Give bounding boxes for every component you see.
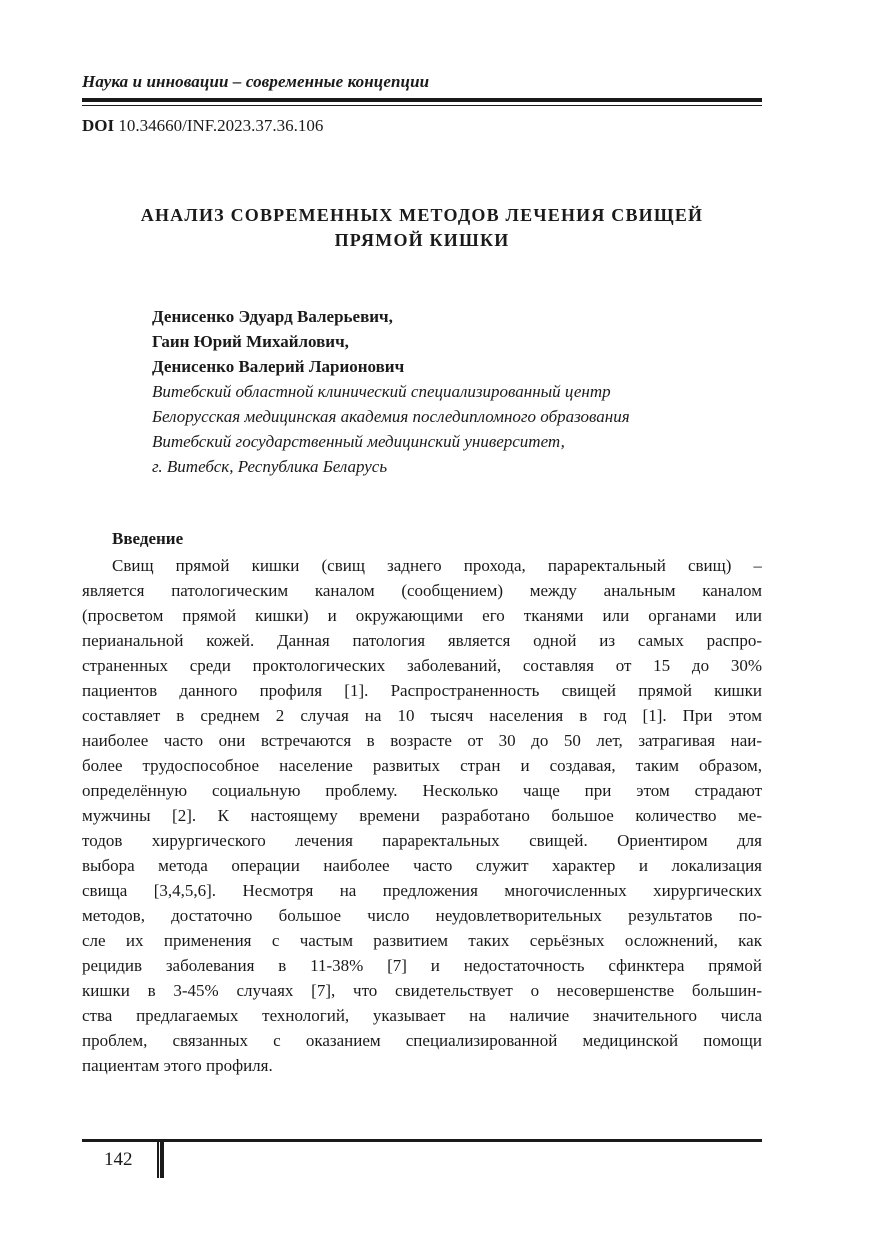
affiliation: Витебский государственный медицинский университет,	[152, 432, 565, 451]
affiliation: г. Витебск, Республика Беларусь	[152, 457, 388, 476]
body-line: пациентам этого профиля.	[82, 1056, 273, 1075]
title-line: ПРЯМОЙ КИШКИ	[334, 230, 510, 250]
header-rule-thin	[82, 105, 762, 106]
body-line: составляет в среднем 2 случая на 10 тысяч населения в год [1]. При этом	[82, 706, 762, 725]
header-rule-thick	[82, 98, 762, 102]
body-line: проблем, связанных с оказанием специализированной медицинской помощи	[82, 1031, 762, 1050]
footer-bar-thin	[157, 1142, 159, 1178]
body-line: пациентов данного профиля [1]. Распространенность свищей прямой кишки	[82, 681, 762, 700]
body-line: сле их применения с частым развитием таких серьёзных осложнений, как	[82, 931, 762, 950]
footer-bar-thick	[160, 1142, 164, 1178]
body-line: методов, достаточно большое число неудовлетворительных результатов по-	[82, 906, 762, 925]
title-line: АНАЛИЗ СОВРЕМЕННЫХ МЕТОДОВ ЛЕЧЕНИЯ СВИЩЕЙ	[140, 205, 704, 225]
body-line: выбора метода операции наиболее часто служит характер и локализация	[82, 856, 762, 875]
article-title	[82, 203, 762, 253]
footer-rule	[82, 1139, 762, 1142]
affiliation: Витебский областной клинический специализированный центр	[152, 382, 611, 401]
author-name: Денисенко Валерий Ларионович	[152, 357, 405, 376]
author-name: Гаин Юрий Михайлович,	[152, 332, 349, 351]
doi-value: 10.34660/INF.2023.37.36.106	[118, 116, 324, 135]
body-line: перианальной кожей. Данная патология является одной из самых распро-	[82, 631, 762, 650]
body-line: страненных среди проктологических заболеваний, составляя от 15 до 30%	[82, 656, 762, 675]
body-line: наиболее часто они встречаются в возрасте от 30 до 50 лет, затрагивая наи-	[82, 731, 762, 750]
section-heading: Введение	[112, 529, 184, 548]
author-block	[152, 304, 630, 479]
affiliation: Белорусская медицинская академия последипломного образования	[152, 407, 630, 426]
body-line: ства предлагаемых технологий, указывает на наличие значительного числа	[82, 1006, 762, 1025]
body-line: определённую социальную проблему. Несколько чаще при этом страдают	[82, 781, 762, 800]
body-line: тодов хирургического лечения параректальных свищей. Ориентиром для	[82, 831, 762, 850]
body-line: рецидив заболевания в 11-38% [7] и недостаточность сфинктера прямой	[82, 956, 762, 975]
body-line: более трудоспособное население развитых стран и создавая, таким образом,	[82, 756, 762, 775]
author-name: Денисенко Эдуард Валерьевич,	[152, 307, 393, 326]
body-line: (просветом прямой кишки) и окружающими его тканями или органами или	[82, 606, 762, 625]
body-line: мужчины [2]. К настоящему времени разработано большое количество ме-	[82, 806, 762, 825]
doi-label: DOI	[82, 116, 115, 135]
body-line: является патологическим каналом (сообщением) между анальным каналом	[82, 581, 762, 600]
doi-line	[82, 116, 323, 136]
body-paragraph	[82, 553, 762, 1078]
body-line: свища [3,4,5,6]. Несмотря на предложения многочисленных хирургических	[82, 881, 762, 900]
running-title: Наука и инновации – современные концепции	[82, 72, 430, 91]
body-line: кишки в 3-45% случаях [7], что свидетельствует о несовершенстве большин-	[82, 981, 762, 1000]
page-number: 142	[104, 1149, 133, 1170]
body-line: Свищ прямой кишки (свищ заднего прохода, параректальный свищ) –	[112, 556, 762, 575]
